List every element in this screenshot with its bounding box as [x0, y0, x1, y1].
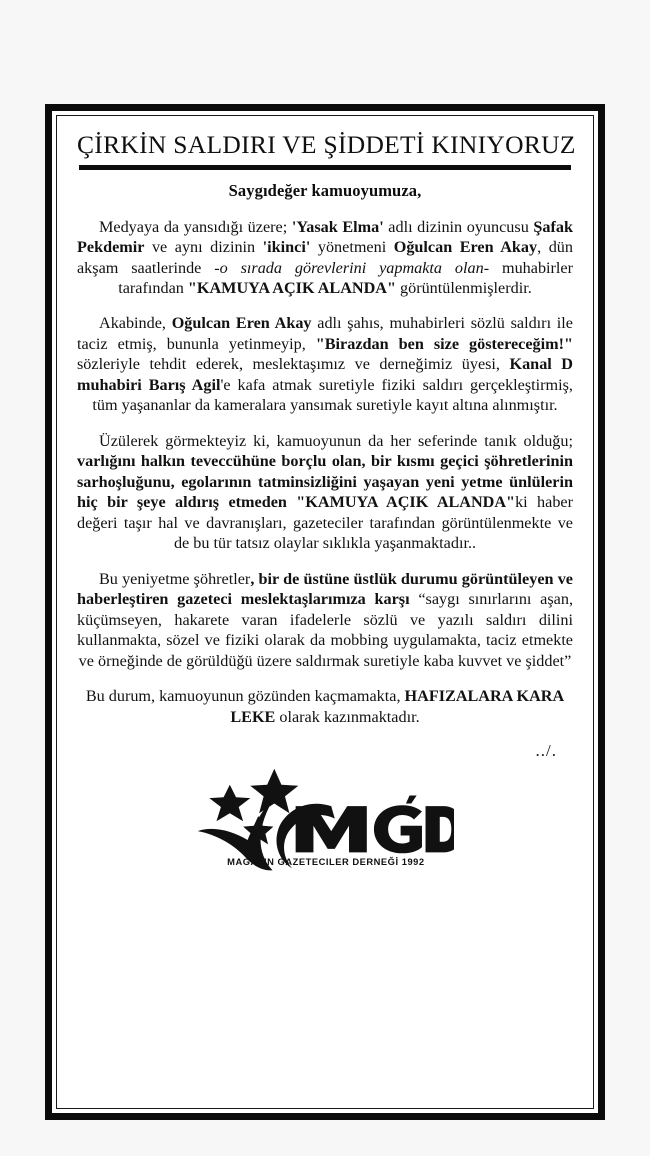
letter-g	[374, 805, 422, 853]
paragraph-1-run-9: , dün akşam saatlerinde	[77, 238, 573, 277]
paragraph-4-run-4: “saygı sınırlarını aşan, küçümseyen, hakarete varan ifadelerle sözlü ve yazılı saldırı dilini kullanmakta, sözel ve fiziki olarak da mobbing uygulamakta, taciz etmekte ve örneğinde de görüldüğü üzere saldırmak suretiyle kaba kuvvet ve şiddet”	[77, 590, 573, 670]
paragraph-3	[77, 431, 573, 554]
paragraph-1-run-3: adlı dizinin oyuncusu	[383, 217, 534, 236]
title-divider	[79, 165, 571, 170]
paragraph-2-run-1: Akabinde,	[99, 314, 172, 333]
paragraph-4-run-2: Bu yeniyetme şöhretler	[99, 569, 251, 588]
paragraph-3-run-2: varlığını halkın teveccühüne borçlu olan, bir kısmı geçici şöhretlerinin sarhoşluğunu, egolarının tatminsizliğini yaşayan yeni yetme ünlülerin hiç bir şeye aldırış etmeden "KAMUYA AÇIK ALANDA"	[77, 452, 573, 512]
paragraph-1-run-12: "KAMUYA AÇIK ALANDA"	[187, 279, 396, 297]
star-icon-large	[250, 769, 298, 813]
paragraph-1-run-11: muhabirler tarafından	[118, 258, 573, 297]
paragraph-2-run-5: sözleriyle tehdit ederek, meslektaşımız ve derneğimiz üyesi,	[77, 355, 510, 374]
paragraph-5	[77, 686, 573, 727]
star-icon-medium	[209, 785, 250, 821]
paragraph-1-run-1: Medyaya da yansıdığı üzere;	[99, 217, 292, 236]
paragraph-1-run-8: Oğulcan Eren Akay	[393, 238, 538, 257]
paragraph-2-run-4: "Birazdan ben size göstereceğim!"	[315, 334, 573, 353]
paragraph-2-run-3: adlı şahıs, muhabirleri sözlü saldırı ile taciz etmiş, bununla yetinmeyip,	[77, 314, 573, 353]
paragraph-3-run-1: Üzülerek görmekteyiz ki, kamuoyunun da her seferinde tanık olduğu;	[99, 431, 573, 450]
paragraph-2-run-2: Oğulcan Eren Akay	[171, 314, 312, 333]
salutation: Saygıdeğer kamuoyumuza,	[228, 180, 422, 200]
accent-tick	[406, 796, 417, 804]
end-marker: ../.	[535, 741, 557, 761]
press-release-frame	[45, 104, 605, 1120]
paragraph-5-run-1: Bu durum, kamuoyunun gözünden kaçmamakta,	[85, 687, 405, 706]
paragraph-1-run-6: 'ikinci'	[262, 238, 311, 257]
paragraph-1-run-2: 'Yasak Elma'	[291, 217, 384, 236]
paragraph-4-run-3: , bir de üstüne üstlük durumu görüntüleyen ve haberleştiren gazeteci meslektaşlarımıza karşı	[77, 569, 573, 609]
paragraph-2	[77, 313, 573, 415]
paragraph-1-run-5: ve aynı dizinin	[144, 238, 263, 257]
paragraph-1-run-4: Şafak Pekdemir	[77, 217, 573, 257]
paragraph-1	[77, 217, 573, 299]
paragraph-1-run-7: yönetmeni	[310, 238, 394, 257]
paragraph-2-run-7: 'e kafa atmak suretiyle fiziki saldırı gerçekleştirmiş, tüm yaşananlar da kameralara yansımak suretiyle kayıt altına alınmıştır.	[92, 375, 573, 415]
paragraph-4	[77, 569, 573, 671]
paragraph-5-run-2: HAFIZALARA KARA LEKE	[230, 687, 565, 726]
logo-tagline: MAGAZIN GAZETECILER DERNEĞİ 1992	[227, 857, 425, 868]
letter-d	[426, 806, 454, 852]
mgd-logo-icon	[196, 767, 454, 872]
paragraph-5-run-3: olarak kazınmaktadır.	[275, 707, 420, 726]
press-release-body	[56, 115, 594, 1109]
body-text	[77, 217, 573, 728]
paragraph-2-run-6: Kanal D muhabiri Barış Agil	[77, 355, 573, 394]
page-title: ÇİRKİN SALDIRI VE ŞİDDETİ KINIYORUZ	[77, 130, 576, 159]
paragraph-1-run-10: -o sırada görevlerini yapmakta olan-	[214, 258, 490, 277]
paragraph-3-run-3: ki haber değeri taşır hal ve davranışları, gazeteciler tarafından görüntülenmekte ve de bu tür tatsız olaylar sıklıkla yaşanmaktadır..	[77, 493, 573, 553]
mgd-logo	[77, 767, 573, 872]
paragraph-1-run-13: görüntülenmişlerdir.	[395, 279, 532, 297]
